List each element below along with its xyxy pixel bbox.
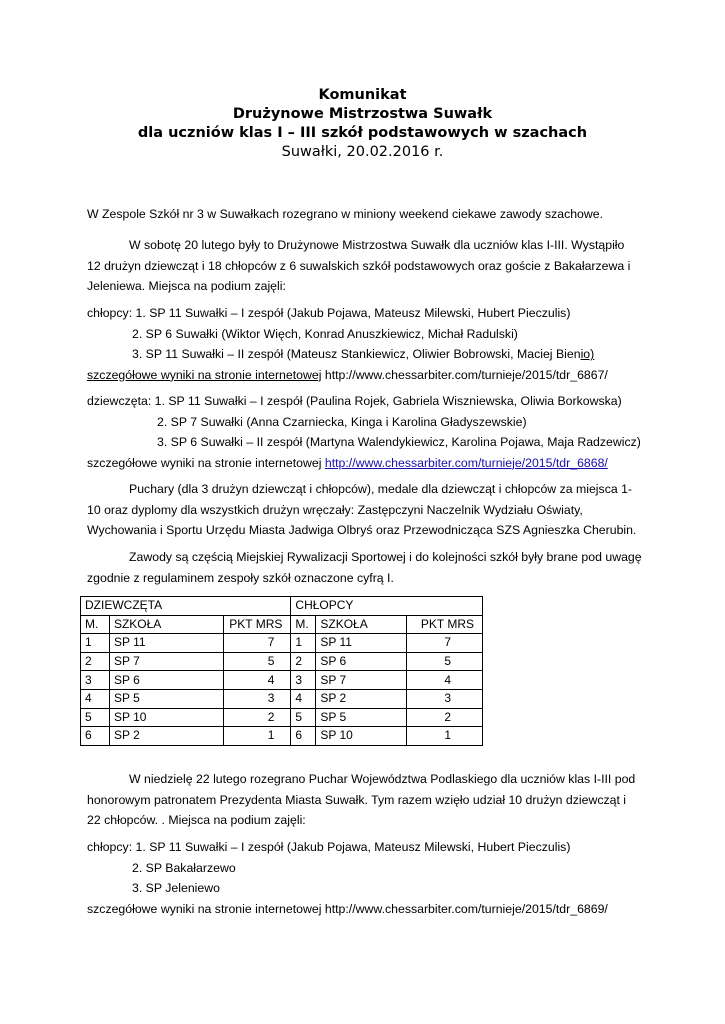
boys-school: SP 6 bbox=[316, 652, 407, 671]
boys-points: 4 bbox=[407, 671, 483, 690]
results-link[interactable]: http://www.chessarbiter.com/turnieje/2015/tdr_6868/ bbox=[324, 455, 608, 470]
boys-school: SP 2 bbox=[316, 689, 407, 708]
table-row bbox=[81, 708, 483, 727]
col-school: SZKOŁA bbox=[316, 615, 407, 634]
girls-school: SP 5 bbox=[109, 689, 223, 708]
intro-paragraph: W Zespole Szkół nr 3 w Suwałkach rozegrano w miniony weekend ciekawe zawody szachowe. bbox=[87, 207, 604, 221]
paragraph-line: W sobotę 20 lutego były to Drużynowe Mistrzostwa Suwałk dla uczniów klas I-III. Wystąpiło bbox=[129, 238, 625, 252]
results-label: szczegółowe wyniki na stronie internetowej bbox=[87, 455, 325, 470]
podium-line: 3. SP 6 Suwałki – II zespół (Martyna Walendykiewicz, Karolina Pojawa, Maja Radzewicz) bbox=[157, 435, 641, 450]
paragraph-line: W niedzielę 22 lutego rozegrano Puchar Województwa Podlaskiego dla uczniów klas I-III pod bbox=[129, 772, 636, 786]
boys-points: 2 bbox=[407, 708, 483, 727]
paragraph-sunday bbox=[87, 769, 647, 831]
girls-points: 4 bbox=[223, 671, 291, 690]
podium-line: chłopcy: 1. SP 11 Suwałki – I zespół (Jakub Pojawa, Mateusz Milewski, Hubert Pieczulis) bbox=[87, 840, 571, 854]
podium-text-underlined: io) bbox=[580, 347, 595, 362]
paragraph-saturday bbox=[87, 235, 647, 297]
col-school: SZKOŁA bbox=[109, 615, 223, 634]
paragraph-line: 22 chłopców. . Miejsca na podium zajęli: bbox=[87, 813, 306, 828]
title-audience: dla uczniów klas I – III szkół podstawowych w szachach bbox=[137, 125, 588, 141]
girls-place: 2 bbox=[81, 652, 110, 671]
table-header-row bbox=[81, 597, 483, 616]
col-m: M. bbox=[291, 615, 316, 634]
girls-place: 4 bbox=[81, 689, 110, 708]
boys-school: SP 5 bbox=[316, 708, 407, 727]
girls-place: 1 bbox=[81, 634, 110, 653]
podium-line: 2. SP 7 Suwałki (Anna Czarniecka, Kinga i Karolina Gładyszewskie) bbox=[157, 414, 527, 429]
girls-place: 5 bbox=[81, 708, 110, 727]
boys-place: 5 bbox=[291, 708, 316, 727]
boys-place: 3 bbox=[291, 671, 316, 690]
podium-line: 3. SP Jeleniewo bbox=[132, 881, 220, 896]
col-m: M. bbox=[81, 615, 110, 634]
results-line bbox=[87, 365, 647, 386]
table-columns-row bbox=[81, 615, 483, 634]
girls-podium-saturday bbox=[87, 391, 647, 473]
girls-points: 2 bbox=[223, 708, 291, 727]
girls-school: SP 6 bbox=[109, 671, 223, 690]
paragraph-line: Jeleniewa. Miejsca na podium zajęli: bbox=[87, 279, 286, 294]
girls-school: SP 10 bbox=[109, 708, 223, 727]
girls-school: SP 11 bbox=[109, 634, 223, 653]
title-event: Drużynowe Mistrzostwa Suwałk bbox=[232, 106, 493, 122]
girls-place: 6 bbox=[81, 727, 110, 746]
table-row bbox=[81, 652, 483, 671]
boys-podium-sunday bbox=[87, 837, 647, 919]
paragraph-line: 10 oraz dyplomy dla wszystkich drużyn wręczały: Zastępczyni Naczelnik Wydziału Oświaty, bbox=[87, 502, 583, 517]
col-pts: PKT MRS bbox=[407, 615, 483, 634]
results-line bbox=[87, 453, 647, 474]
boys-header: CHŁOPCY bbox=[291, 597, 483, 616]
table-row bbox=[81, 689, 483, 708]
boys-podium-saturday bbox=[87, 303, 647, 385]
boys-school: SP 10 bbox=[316, 727, 407, 746]
girls-school: SP 2 bbox=[109, 727, 223, 746]
results-label: szczegółowe wyniki na stronie internetowej bbox=[87, 367, 322, 382]
podium-line: 2. SP Bakałarzewo bbox=[132, 860, 236, 875]
paragraph-line: 12 drużyn dziewcząt i 18 chłopców z 6 suwalskich szkół podstawowych oraz goście z Bakałarzewa i bbox=[87, 258, 631, 273]
boys-points: 3 bbox=[407, 689, 483, 708]
girls-points: 1 bbox=[223, 727, 291, 746]
girls-points: 3 bbox=[223, 689, 291, 708]
girls-points: 7 bbox=[223, 634, 291, 653]
girls-header: DZIEWCZĘTA bbox=[81, 597, 291, 616]
paragraph-awards bbox=[87, 479, 647, 541]
girls-points: 5 bbox=[223, 652, 291, 671]
podium-line: 2. SP 6 Suwałki (Wiktor Więch, Konrad Anuszkiewicz, Michał Radulski) bbox=[132, 326, 518, 341]
podium-line: chłopcy: 1. SP 11 Suwałki – I zespół (Jakub Pojawa, Mateusz Milewski, Hubert Pieczulis) bbox=[87, 306, 571, 320]
table-row bbox=[81, 671, 483, 690]
boys-place: 6 bbox=[291, 727, 316, 746]
boys-points: 1 bbox=[407, 727, 483, 746]
paragraph-line: honorowym patronatem Prezydenta Miasta Suwałk. Tym razem wzięło udział 10 drużyn dziewcząt i bbox=[87, 792, 627, 807]
boys-place: 1 bbox=[291, 634, 316, 653]
table-row bbox=[81, 727, 483, 746]
paragraph-mrs bbox=[87, 547, 647, 588]
table-row bbox=[81, 634, 483, 653]
paragraph-line: Puchary (dla 3 drużyn dziewcząt i chłopców), medale dla dziewcząt i chłopców za miejsca 1- bbox=[129, 482, 633, 496]
podium-line bbox=[87, 344, 647, 365]
boys-points: 7 bbox=[407, 634, 483, 653]
col-pts: PKT MRS bbox=[223, 615, 291, 634]
results-table bbox=[80, 596, 483, 746]
boys-points: 5 bbox=[407, 652, 483, 671]
boys-place: 2 bbox=[291, 652, 316, 671]
document-title bbox=[0, 86, 725, 162]
boys-place: 4 bbox=[291, 689, 316, 708]
paragraph-line: zgodnie z regulaminem zespoły szkół oznaczone cyfrą I. bbox=[87, 570, 394, 585]
girls-school: SP 7 bbox=[109, 652, 223, 671]
results-url: http://www.chessarbiter.com/turnieje/2015/tdr_6867/ bbox=[321, 367, 608, 382]
title-place-date: Suwałki, 20.02.2016 r. bbox=[281, 144, 444, 160]
boys-school: SP 11 bbox=[316, 634, 407, 653]
podium-text: 3. SP 11 Suwałki – II zespół (Mateusz Stankiewicz, Oliwier Bobrowski, Maciej Bien bbox=[132, 347, 581, 362]
paragraph-line: Zawody są częścią Miejskiej Rywalizacji Sportowej i do kolejności szkół były brane pod uwagę bbox=[129, 550, 642, 564]
podium-line: dziewczęta: 1. SP 11 Suwałki – I zespół (Paulina Rojek, Gabriela Wiszniewska, Oliwia Borkowska) bbox=[87, 394, 622, 408]
girls-place: 3 bbox=[81, 671, 110, 690]
results-line: szczegółowe wyniki na stronie internetowej http://www.chessarbiter.com/turnieje/2015/tdr_6869/ bbox=[87, 901, 608, 916]
boys-school: SP 7 bbox=[316, 671, 407, 690]
paragraph-line: Wychowania i Sportu Urzędu Miasta Jadwiga Olbryś oraz Przewodnicząca SZS Agnieszka Cherubin. bbox=[87, 523, 637, 538]
title-komunikat: Komunikat bbox=[318, 87, 407, 103]
